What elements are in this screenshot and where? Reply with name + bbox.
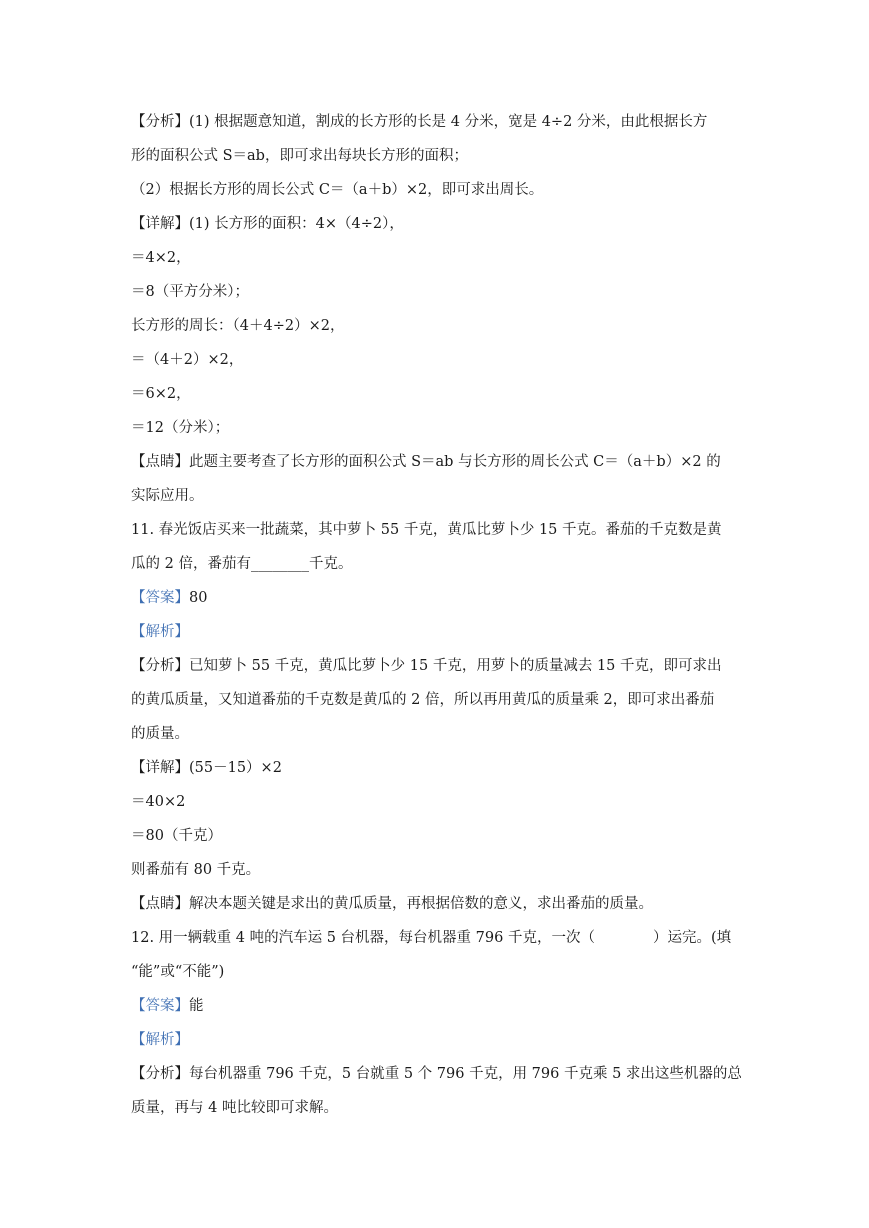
section-label: 【详解】 [131,216,189,232]
text-line [131,587,751,609]
line-text: 则番茄有 80 千克。 [131,862,261,878]
line-text: 11. 春光饭店买来一批蔬菜，其中萝卜 55 千克，黄瓜比萝卜少 15 千克。番茄的千克数是黄 [131,522,722,538]
line-text: 已知萝卜 55 千克，黄瓜比萝卜少 15 千克，用萝卜的质量减去 15 千克，即可求出 [189,658,722,674]
text-line [131,995,751,1017]
line-text: (1) 长方形的面积：4×（4÷2）， [189,216,404,232]
text-line [131,281,751,303]
section-label: 【分析】 [131,1066,189,1082]
text-line [131,723,751,745]
line-text: 此题主要考查了长方形的面积公式 S＝ab 与长方形的周长公式 C＝（a＋b）×2 的 [189,454,721,470]
line-text: “能”或“不能”) [131,964,225,980]
text-line [131,383,751,405]
section-label: 【分析】 [131,658,189,674]
line-text: ＝6×2， [131,386,191,402]
text-line [131,791,751,813]
text-line [131,825,751,847]
line-text: 实际应用。 [131,488,204,504]
text-line [131,961,751,983]
text-line [131,927,751,949]
line-text: 每台机器重 796 千克，5 台就重 5 个 796 千克，用 796 千克乘 5 求出这些机器的总 [189,1066,742,1082]
section-label: 【答案】 [131,998,189,1014]
text-line [131,417,751,439]
line-text: (55－15）×2 [189,760,282,776]
section-label: 【详解】 [131,760,189,776]
text-line [131,179,751,201]
text-line [131,349,751,371]
line-text: 瓜的 2 倍，番茄有________千克。 [131,556,353,572]
text-line [131,111,751,133]
section-label: 【分析】 [131,114,189,130]
section-label: 【点睛】 [131,896,189,912]
line-text: (1) 根据题意知道，割成的长方形的长是 4 分米，宽是 4÷2 分米，由此根据长方 [189,114,708,130]
line-text: 长方形的周长：（4＋4÷2）×2， [131,318,345,334]
line-text: ＝4×2， [131,250,191,266]
text-line [131,1097,751,1119]
text-line [131,145,751,167]
text-line [131,859,751,881]
line-text: 质量，再与 4 吨比较即可求解。 [131,1100,338,1116]
section-label: 【答案】 [131,590,189,606]
text-line [131,553,751,575]
section-label: 【解析】 [131,624,189,640]
text-line [131,655,751,677]
line-text: ＝40×2 [131,794,186,810]
line-text: 形的面积公式 S＝ab，即可求出每块长方形的面积； [131,148,468,164]
text-line [131,1029,751,1051]
text-line [131,451,751,473]
line-text: 能 [189,998,204,1014]
line-text: 的黄瓜质量，又知道番茄的千克数是黄瓜的 2 倍，所以再用黄瓜的质量乘 2，即可求出番茄 [131,692,715,708]
text-line [131,689,751,711]
line-text: ＝80（千克） [131,828,222,844]
text-line [131,757,751,779]
line-text: 12. 用一辆载重 4 吨的汽车运 5 台机器，每台机器重 796 千克，一次（ ）运完。(填 [131,930,732,946]
text-line [131,893,751,915]
text-line [131,621,751,643]
line-text: （2）根据长方形的周长公式 C＝（a＋b）×2，即可求出周长。 [131,182,544,198]
section-label: 【解析】 [131,1032,189,1048]
section-label: 【点睛】 [131,454,189,470]
text-line [131,315,751,337]
text-line [131,247,751,269]
line-text: 解决本题关键是求出的黄瓜质量，再根据倍数的意义，求出番茄的质量。 [189,896,653,912]
line-text: ＝12（分米）； [131,420,230,436]
text-line [131,519,751,541]
text-line [131,485,751,507]
line-text: 80 [189,590,208,606]
line-text: 的质量。 [131,726,189,742]
text-line [131,1063,751,1085]
text-line [131,213,751,235]
line-text: ＝8（平方分米）； [131,284,249,300]
line-text: ＝（4＋2）×2， [131,352,244,368]
